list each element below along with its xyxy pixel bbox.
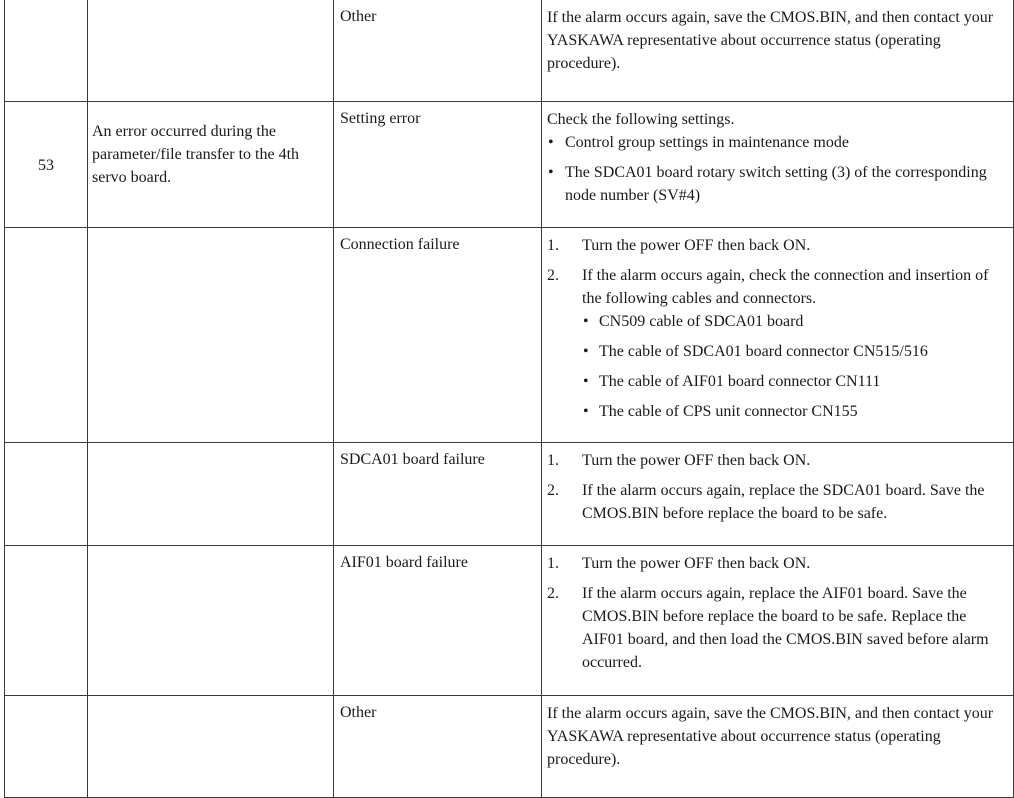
step-item: 2. If the alarm occurs again, replace the AIF01 board. Save the CMOS.BIN before replace the board to be safe. Replace the AIF01 board, and then load the CMOS.BIN saved before alarm occurred. bbox=[547, 582, 1007, 674]
cause-cell: Other bbox=[334, 696, 542, 798]
list-item: • The cable of SDCA01 board connector CN515/516 bbox=[582, 340, 1007, 363]
step-marker: 1. bbox=[547, 237, 559, 254]
step-marker: 1. bbox=[547, 452, 559, 469]
step-item: 1. Turn the power OFF then back ON. bbox=[547, 234, 1007, 257]
remedy-cell bbox=[542, 0, 1014, 102]
list-item: • Control group settings in maintenance mode bbox=[547, 131, 1007, 154]
table-row bbox=[5, 546, 1014, 696]
table-row bbox=[5, 443, 1014, 546]
cause-cell: Other bbox=[334, 0, 542, 102]
remedy-cell bbox=[542, 228, 1014, 443]
description-cell bbox=[88, 696, 334, 798]
alarm-number-cell bbox=[5, 102, 88, 228]
step-marker: 2. bbox=[547, 585, 559, 602]
step-item: 2. If the alarm occurs again, replace the SDCA01 board. Save the CMOS.BIN before replace the board to be safe. bbox=[547, 479, 1007, 525]
list-item: • The cable of AIF01 board connector CN111 bbox=[582, 370, 1007, 393]
remedy-bullet-list bbox=[547, 131, 1007, 207]
cause-cell: Setting error bbox=[334, 102, 542, 228]
remedy-cell bbox=[542, 102, 1014, 228]
alarm-number-cell bbox=[5, 546, 88, 696]
remedy-cell bbox=[542, 546, 1014, 696]
table-row bbox=[5, 228, 1014, 443]
step-list bbox=[547, 449, 1007, 525]
description-cell bbox=[88, 102, 334, 228]
table-row bbox=[5, 102, 1014, 228]
alarm-description: An error occurred during the parameter/file transfer to the 4th servo board. bbox=[92, 123, 300, 186]
remedy-text: If the alarm occurs again, save the CMOS.BIN, and then contact your YASKAWA representative about occurrence status (operating procedure). bbox=[547, 705, 994, 768]
remedy-cell bbox=[542, 443, 1014, 546]
step-item: 1. Turn the power OFF then back ON. bbox=[547, 552, 1007, 575]
step-list bbox=[547, 234, 1007, 423]
step-item: 2. If the alarm occurs again, check the connection and insertion of the following cables and connectors. • CN509 cable of SDCA01 board • The cable of SDCA01 board connector CN515/516 • The cable of AIF01 board connector CN111 • The cable of CPS unit connector CN155 bbox=[547, 264, 1007, 423]
list-item: • The cable of CPS unit connector CN155 bbox=[582, 400, 1007, 423]
table-row bbox=[5, 696, 1014, 798]
alarm-number-cell bbox=[5, 443, 88, 546]
alarm-number-cell bbox=[5, 228, 88, 443]
alarm-number: 53 bbox=[38, 157, 54, 174]
list-item: • CN509 cable of SDCA01 board bbox=[582, 310, 1007, 333]
step-marker: 1. bbox=[547, 555, 559, 572]
list-item: • The SDCA01 board rotary switch setting (3) of the corresponding node number (SV#4) bbox=[547, 161, 1007, 207]
remedy-cell bbox=[542, 696, 1014, 798]
remedy-text: If the alarm occurs again, save the CMOS.BIN, and then contact your YASKAWA representative about occurrence status (operating procedure). bbox=[547, 9, 994, 72]
alarm-table bbox=[4, 0, 1014, 798]
step-list bbox=[547, 552, 1007, 674]
cause-cell: Connection failure bbox=[334, 228, 542, 443]
step-marker: 2. bbox=[547, 482, 559, 499]
description-cell bbox=[88, 443, 334, 546]
table-row bbox=[5, 0, 1014, 102]
alarm-number-cell bbox=[5, 0, 88, 102]
step-item: 1. Turn the power OFF then back ON. bbox=[547, 449, 1007, 472]
description-cell bbox=[88, 0, 334, 102]
cable-list bbox=[582, 310, 1007, 423]
cause-cell: SDCA01 board failure bbox=[334, 443, 542, 546]
alarm-number-cell bbox=[5, 696, 88, 798]
remedy-intro: Check the following settings. bbox=[547, 111, 735, 128]
description-cell bbox=[88, 228, 334, 443]
step-marker: 2. bbox=[547, 267, 559, 284]
cause-cell: AIF01 board failure bbox=[334, 546, 542, 696]
description-cell bbox=[88, 546, 334, 696]
